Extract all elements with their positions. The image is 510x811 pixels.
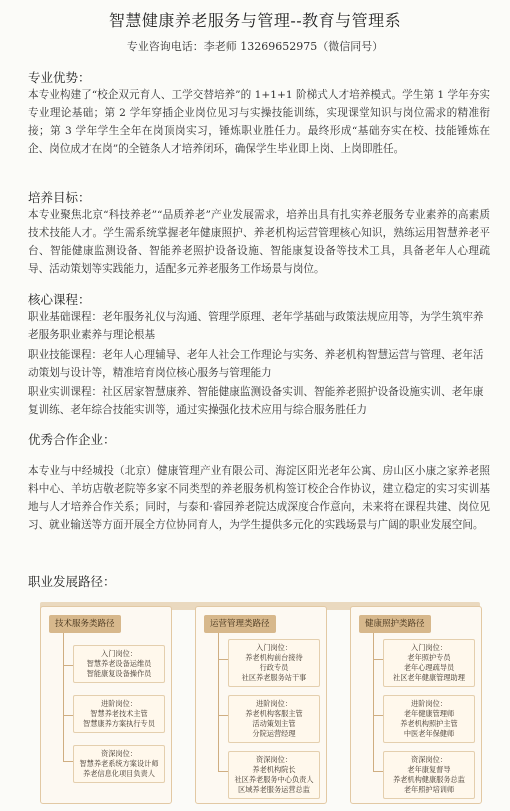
card-line: 养老机构健康服务总监 xyxy=(393,775,465,784)
advantages-paragraph: 本专业构建了“校企双元育人、工学交替培养”的 1+1+1 阶梯式人才培养模式。学生第 1 学年夯实专业理论基础；第 2 学年穿插企业岗位见习与实操技能训练，实现课堂知识与岗位需求的精准衔接；第 3 学年学生全年在岗顶岗实习，锤炼职业胜任力。最终形成“基础夯实在校、技能锤炼在企、岗位成才在岗”的全链条人才培养闭环，确保学生毕业即上岗、上岗即胜任。 xyxy=(28,89,490,155)
goals-heading: 培养目标： xyxy=(28,190,91,205)
mid-level-card xyxy=(383,695,475,743)
card-line: 资深岗位： xyxy=(101,749,137,758)
branch-connector xyxy=(63,665,73,666)
course-practice: 职业实训课程：社区居家智慧康养、智能健康监测设备实训、智能养老照护设备设施实训、老年康复训练、老年综合技能实训等，通过实操强化技术应用与综合服务胜任力 xyxy=(28,386,484,416)
branch-connector xyxy=(63,715,73,716)
card-line: 进阶岗位： xyxy=(256,699,292,708)
column-title: 运营管理类路径 xyxy=(204,615,276,633)
column-title: 健康照护类路径 xyxy=(359,615,431,633)
career-column-healthcare xyxy=(350,606,482,804)
career-column-technical xyxy=(40,606,172,804)
entry-level-card xyxy=(73,645,165,683)
career-column-operations xyxy=(195,606,327,804)
card-line: 智慧养老技术主管 xyxy=(90,709,148,718)
page-title: 智慧健康养老服务与管理--教育与管理系 xyxy=(108,11,402,30)
advantages-heading: 专业优势： xyxy=(28,70,91,85)
card-line: 资深岗位： xyxy=(256,755,292,764)
card-line: 入门岗位： xyxy=(101,649,137,658)
tree-connector xyxy=(63,633,64,761)
card-line: 养老机构照护主管 xyxy=(400,719,458,728)
card-line: 社区老年健康管理助理 xyxy=(393,673,465,682)
card-line: 养老信息化项目负责人 xyxy=(83,769,155,778)
card-line: 进阶岗位： xyxy=(101,699,137,708)
entry-level-card xyxy=(383,639,475,687)
card-line: 智能康复设备操作员 xyxy=(86,669,152,678)
mid-level-card xyxy=(228,695,320,743)
senior-level-card xyxy=(383,751,475,799)
partners-paragraph: 本专业与中经城投（北京）健康管理产业有限公司、海淀区阳光老年公寓、房山区小康之家养老照料中心、羊坊店敬老院等多家不同类型的养老服务机构签订校企合作协议，建立稳定的实习实训基地与人才培养合作关系；同时，与泰和·睿园养老院达成深度合作意向，未来将在课程共建、岗位见习、就业输送等方面开展全方位协同育人，为学生提供多元化的实践场景与广阔的职业发展空间。 xyxy=(28,465,490,531)
tree-connector xyxy=(373,633,374,771)
senior-level-card xyxy=(228,751,320,799)
card-line: 老年健康管理师 xyxy=(403,709,455,718)
mid-level-card xyxy=(73,695,165,733)
branch-connector xyxy=(373,659,383,660)
card-line: 养老机构客服主管 xyxy=(245,709,303,718)
card-line: 进阶岗位： xyxy=(411,699,447,708)
course-skills: 职业技能课程：老年人心理辅导、老年人社会工作理论与实务、养老机构智慧运营与管理、老年活动策划与设计等，精准培育岗位核心服务与管理能力 xyxy=(28,349,484,379)
card-line: 智慧养老系统方案设计师 xyxy=(79,759,159,768)
card-line: 资深岗位： xyxy=(411,755,447,764)
branch-connector xyxy=(218,715,228,716)
card-line: 入门岗位： xyxy=(256,643,292,652)
card-line: 养老机构前台接待 xyxy=(245,653,303,662)
card-line: 社区养老服务中心负责人 xyxy=(234,775,314,784)
card-line: 老年康复督导 xyxy=(407,765,451,774)
card-line: 活动策划主管 xyxy=(252,719,296,728)
career-heading: 职业发展路径： xyxy=(28,574,116,589)
senior-level-card xyxy=(73,745,165,783)
partners-heading: 优秀合作企业： xyxy=(28,432,116,447)
branch-connector xyxy=(218,771,228,772)
column-title: 技术服务类路径 xyxy=(49,615,121,633)
card-line: 社区养老服务站干事 xyxy=(241,673,307,682)
tree-connector xyxy=(218,633,219,771)
card-line: 智慧养老设备运维员 xyxy=(86,659,152,668)
card-line: 智慧康养方案执行专员 xyxy=(83,719,155,728)
card-line: 养老机构院长 xyxy=(252,765,296,774)
career-path-diagram xyxy=(40,602,480,805)
card-line: 入门岗位： xyxy=(411,643,447,652)
card-line: 分院运营经理 xyxy=(252,729,296,738)
contact-info: 专业咨询电话：李老师 13269652975（微信同号） xyxy=(126,40,384,53)
branch-connector xyxy=(218,659,228,660)
branch-connector xyxy=(373,771,383,772)
card-line: 区域养老服务运营总监 xyxy=(238,785,310,794)
card-line: 中医老年保健师 xyxy=(403,729,455,738)
branch-connector xyxy=(373,715,383,716)
card-line: 老年心理疏导员 xyxy=(403,663,455,672)
card-line: 老年照护培训师 xyxy=(403,785,455,794)
goals-paragraph: 本专业聚焦北京“科技养老”“品质养老”产业发展需求，培养出具有扎实养老服务专业素养的高素质技术技能人才。学生需系统掌握老年健康照护、养老机构运营管理核心知识，熟练运用智慧养老平台、智能健康监测设备、智能养老照护设备设施、智能康复设备等技术工具，具备老年人心理疏导、活动策划等实践能力，适配多元养老服务工作场景与岗位。 xyxy=(28,209,490,275)
course-basic: 职业基础课程：老年服务礼仪与沟通、管理学原理、老年学基础与政策法规应用等，为学生筑牢养老服务职业素养与理论根基 xyxy=(28,311,484,341)
courses-heading: 核心课程： xyxy=(28,292,91,307)
branch-connector xyxy=(63,761,73,762)
card-line: 老年照护专员 xyxy=(407,653,451,662)
entry-level-card xyxy=(228,639,320,687)
card-line: 行政专员 xyxy=(259,663,289,672)
